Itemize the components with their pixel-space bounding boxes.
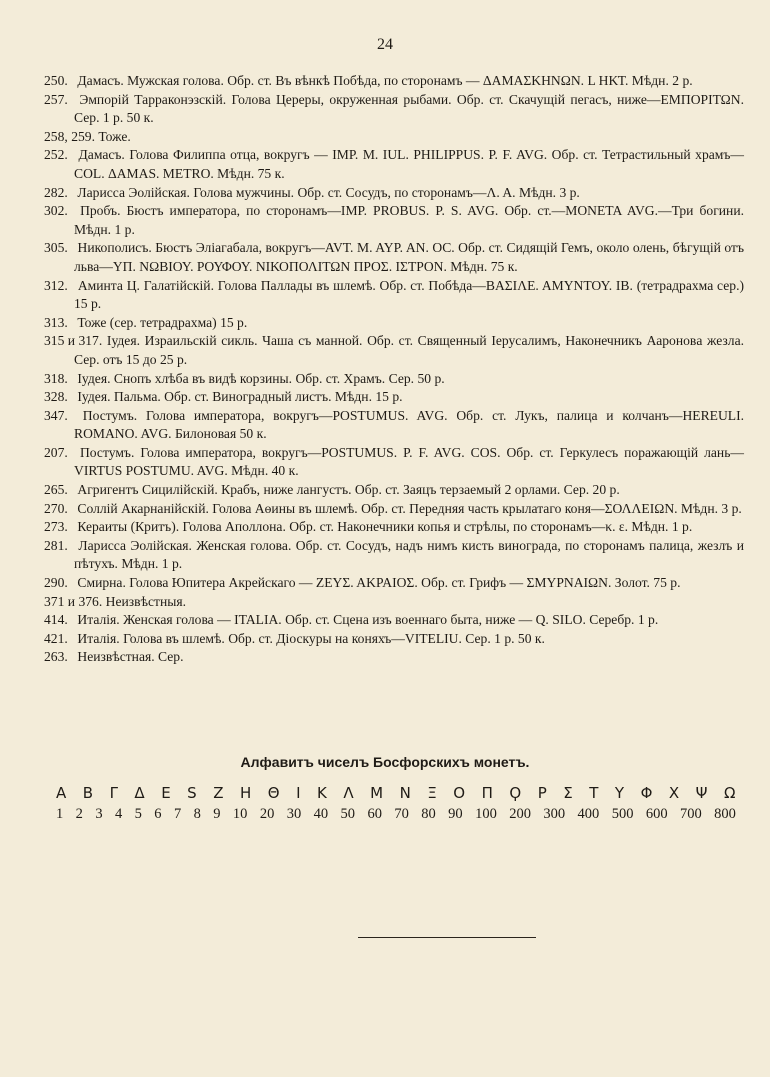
entry-text: Соллій Акарнанійскій. Голова Аѳины въ шлемѣ. Обр. ст. Передняя часть крылатаго коня—ΣΟΛΛΕΙΩΝ. Мѣдн. 3 р. bbox=[77, 500, 742, 516]
catalog-entry bbox=[44, 388, 744, 407]
entry-number: 305. bbox=[44, 240, 68, 256]
alphabet-number: 700 bbox=[680, 806, 702, 822]
alphabet-letter: Ο bbox=[453, 784, 466, 802]
entry-number: 421. bbox=[44, 630, 68, 646]
alphabet-number: 100 bbox=[475, 806, 497, 822]
alphabet-letter: Ζ bbox=[213, 784, 224, 802]
alphabet-number: 20 bbox=[259, 806, 275, 822]
alphabet-number: 80 bbox=[421, 806, 436, 822]
catalog-entry bbox=[44, 407, 744, 444]
alphabet-letter: Η bbox=[239, 784, 252, 802]
entry-text: Аминта Ц. Галатійскій. Голова Паллады въ шлемѣ. Обр. ст. Побѣда—ΒΑΣΙΛΕ. ΑΜΥΝΤΟΥ. ΙΒ. (тетрадрахма сер.) 15 р. bbox=[74, 277, 744, 312]
entry-number: 414. bbox=[44, 612, 68, 628]
alphabet-number: 200 bbox=[509, 806, 531, 822]
entry-text: Италія. Голова въ шлемѣ. Обр. ст. Діоскуры на коняхъ—VITELIU. Сер. 1 р. 50 к. bbox=[77, 630, 545, 646]
entry-text: Ларисса Эолійская. Женская голова. Обр. ст. Сосудъ, надъ нимъ кисть винограда, по сторонамъ палица, жезлъ и пѣтухъ. Мѣдн. 1 р. bbox=[74, 537, 744, 572]
entry-number: 328. bbox=[44, 389, 68, 405]
alphabet-number: 10 bbox=[232, 806, 248, 822]
coin-entries-list bbox=[44, 72, 744, 667]
entry-number: 257. bbox=[44, 91, 68, 107]
entry-text: Эмпорій Тарраконэзскій. Голова Цереры, окруженная рыбами. Обр. ст. Скачущій пегасъ, ниже—ΕΜΠΟΡΙΤΩΝ. Сер. 1 р. 50 к. bbox=[74, 91, 744, 126]
alphabet-number: 90 bbox=[448, 806, 463, 822]
entry-text: Іудея. Израильскій сикль. Чаша съ манной. Обр. ст. Священный Іерусалимъ, Наконечникъ Аароновa жезла. Сер. отъ 15 до 25 р. bbox=[74, 333, 745, 367]
alphabet-number: 40 bbox=[313, 806, 329, 822]
alphabet-number: 50 bbox=[340, 806, 356, 822]
catalog-entry bbox=[44, 518, 744, 537]
entry-number: 250. bbox=[44, 73, 68, 88]
alphabet-number: 2 bbox=[75, 806, 83, 822]
page-number: 24 bbox=[377, 36, 393, 53]
alphabet-number: 500 bbox=[611, 806, 634, 822]
alphabet-number: 9 bbox=[213, 806, 221, 822]
alphabet-number: 6 bbox=[154, 806, 162, 822]
alphabet-letter: Ψ bbox=[695, 784, 708, 802]
entry-text: Ларисса Эолійская. Голова мужчины. Обр. ст. Сосудъ, по сторонамъ—Λ. Α. Мѣдн. 3 р. bbox=[77, 184, 580, 200]
catalog-entry bbox=[44, 537, 744, 574]
entry-number: 290. bbox=[44, 575, 68, 591]
alphabet-letter: Τ bbox=[589, 784, 599, 802]
alphabet-number: 300 bbox=[543, 806, 566, 822]
entry-number: 318. bbox=[44, 370, 68, 386]
entry-number: 313. bbox=[44, 314, 68, 330]
alphabet-number: 800 bbox=[714, 806, 736, 822]
catalog-entry bbox=[44, 202, 744, 239]
alphabet-letter: Σ bbox=[563, 784, 574, 802]
alphabet-number: 30 bbox=[286, 806, 302, 822]
entry-number: 312. bbox=[44, 277, 68, 293]
entry-text: Постумъ. Голова императора, вокругъ—POSTUMUS. AVG. Обр. ст. Лукъ, палица и колчанъ—HEREULI. ROMANO. AVG. Билоновая 50 к. bbox=[74, 407, 744, 442]
alphabet-letter: Ω bbox=[723, 784, 736, 802]
divider-rule bbox=[358, 937, 536, 938]
entry-text: Неизвѣстныя. bbox=[105, 593, 186, 609]
alphabet-number: 60 bbox=[367, 806, 382, 822]
entry-text: Іудея. Снопъ хлѣба въ видѣ корзины. Обр. ст. Храмъ. Сер. 50 р. bbox=[77, 370, 445, 386]
entry-number: 265. bbox=[44, 482, 68, 498]
alphabet-number: 3 bbox=[95, 806, 103, 822]
catalog-entry bbox=[44, 72, 744, 91]
catalog-entry bbox=[44, 314, 744, 333]
entry-number: 347. bbox=[44, 407, 68, 423]
entry-number: 273. bbox=[44, 519, 68, 535]
alphabet-number: 70 bbox=[394, 806, 409, 822]
catalog-entry bbox=[44, 500, 744, 519]
catalog-entry bbox=[44, 239, 744, 276]
entry-text: Тоже. bbox=[98, 128, 131, 144]
entry-text: Пробъ. Бюстъ императора, по сторонамъ—IMP. PROBUS. P. S. AVG. Обр. ст.—MONETA AVG.—Три богини. Мѣдн. 1 р. bbox=[74, 203, 744, 237]
alphabet-letter: Ι bbox=[296, 784, 302, 802]
catalog-entry bbox=[44, 332, 744, 369]
alphabet-letter: Κ bbox=[317, 784, 328, 802]
alphabet-title: Алфавитъ чиселъ Босфорскихъ монетъ. bbox=[240, 754, 530, 770]
catalog-entry bbox=[44, 481, 744, 500]
alphabet-letter: Β bbox=[82, 784, 94, 802]
entry-text: Кераиты (Критъ). Голова Аполлона. Обр. ст. Наконечники копья и стрѣлы, по сторонамъ—κ. ε. Мѣдн. 1 р. bbox=[77, 519, 693, 535]
alphabet-letter: Υ bbox=[614, 784, 625, 802]
alphabet-letters-row bbox=[56, 784, 736, 802]
entry-text: Постумъ. Голова императора, вокругъ—POSTUMUS. P. F. AVG. COS. Обр. ст. Геркулесъ поражающій лань—VIRTUS POSTUMU. AVG. Мѣдн. 40 к. bbox=[74, 444, 744, 479]
alphabet-letter: Ξ bbox=[427, 784, 438, 802]
entry-text: Дамасъ. Мужская голова. Обр. ст. Въ вѣнкѣ Побѣда, по сторонамъ — ΔΑΜΑΣΚΗΝΩΝ. L ΗΚΤ. Мѣдн. 2 р. bbox=[77, 73, 693, 88]
alphabet-letter: Π bbox=[481, 784, 494, 802]
alphabet-letter: Φ bbox=[640, 784, 653, 802]
catalog-entry bbox=[44, 593, 744, 612]
entry-text: Смирна. Голова Юпитера Акрейскаго — ΖΕΥΣ. ΑΚΡΑΙΟΣ. Обр. ст. Грифъ — ΣΜΥΡΝΑΙΩΝ. Золот. 75 р. bbox=[77, 575, 681, 591]
catalog-entry bbox=[44, 277, 744, 314]
catalog-entry bbox=[44, 128, 744, 147]
catalog-entry bbox=[44, 630, 744, 649]
alphabet-number: 5 bbox=[134, 806, 142, 822]
catalog-entry bbox=[44, 611, 744, 630]
entry-number: 282. bbox=[44, 184, 68, 200]
alphabet-number: 600 bbox=[645, 806, 668, 822]
alphabet-numbers-row bbox=[56, 806, 736, 823]
entry-number: 270. bbox=[44, 500, 68, 516]
entry-text: Іудея. Пальма. Обр. ст. Виноградный листъ. Мѣдн. 15 р. bbox=[77, 389, 403, 405]
alphabet-number: 8 bbox=[193, 806, 201, 822]
alphabet-letter: Γ bbox=[109, 784, 119, 802]
alphabet-number: 1 bbox=[56, 806, 64, 822]
alphabet-letter: Ρ bbox=[537, 784, 548, 802]
entry-number: 371 и 376. bbox=[44, 593, 103, 609]
alphabet-letter: S bbox=[187, 784, 198, 802]
entry-number: 207. bbox=[44, 444, 68, 460]
alphabet-letter: Ϙ bbox=[509, 784, 522, 802]
catalog-entry bbox=[44, 184, 744, 203]
catalog-entry bbox=[44, 574, 744, 593]
alphabet-letter: Λ bbox=[343, 784, 355, 802]
entry-number: 263. bbox=[44, 649, 68, 665]
catalog-entry bbox=[44, 648, 744, 667]
entry-number: 302. bbox=[44, 203, 68, 219]
alphabet-letter: Ε bbox=[161, 784, 172, 802]
alphabet-letter: Θ bbox=[267, 784, 281, 802]
catalog-entry bbox=[44, 91, 744, 128]
alphabet-number: 4 bbox=[114, 806, 123, 822]
alphabet-letter: Χ bbox=[668, 784, 680, 802]
entry-number: 258, 259. bbox=[44, 128, 95, 144]
entry-text: Неизвѣстная. Сер. bbox=[77, 649, 184, 665]
catalog-entry bbox=[44, 146, 744, 183]
entry-number: 281. bbox=[44, 537, 68, 553]
alphabet-letter: Α bbox=[56, 784, 67, 802]
alphabet-number: 7 bbox=[173, 806, 182, 822]
alphabet-letter: Μ bbox=[370, 784, 384, 802]
entry-text: Дамасъ. Голова Филиппа отца, вокругъ — IMP. M. IUL. PHILIPPUS. P. F. AVG. Обр. ст. Тетрастильный храмъ—COL. ΔAMAS. METRO. Мѣдн. 75 к. bbox=[74, 147, 744, 181]
entry-text: Агригентъ Сицилійскій. Крабъ, ниже лангустъ. Обр. ст. Заяцъ терзаемый 2 орлами. Сер. 20 р. bbox=[77, 482, 620, 498]
catalog-entry bbox=[44, 444, 744, 481]
alphabet-letter: Ν bbox=[399, 784, 412, 802]
alphabet-letter: Δ bbox=[134, 784, 146, 802]
entry-text: Никополисъ. Бюстъ Элiагабала, вокругъ—AVT. M. AYP. AN. OC. Обр. ст. Сидящій Гемъ, около олень, бѣгущій отъ льва—ΥΠ. ΝΩΒΙΟΥ. ΡΟΥΦΟΥ. ΝΙΚΟΠΟΛΙΤΩΝ ΠΡΟΣ. ΙΣΤΡΟΝ. Мѣдн. 75 к. bbox=[74, 240, 744, 274]
entry-number: 252. bbox=[44, 147, 68, 163]
entry-number: 315 и 317. bbox=[44, 333, 103, 349]
entry-text: Тоже (сер. тетрадрахма) 15 р. bbox=[77, 314, 248, 330]
entry-text: Италія. Женская голова — ITALIA. Обр. ст. Сцена изъ военнаго быта, ниже — Q. SILO. Серебр. 1 р. bbox=[77, 612, 659, 628]
alphabet-number: 400 bbox=[577, 806, 600, 822]
catalog-entry bbox=[44, 370, 744, 389]
